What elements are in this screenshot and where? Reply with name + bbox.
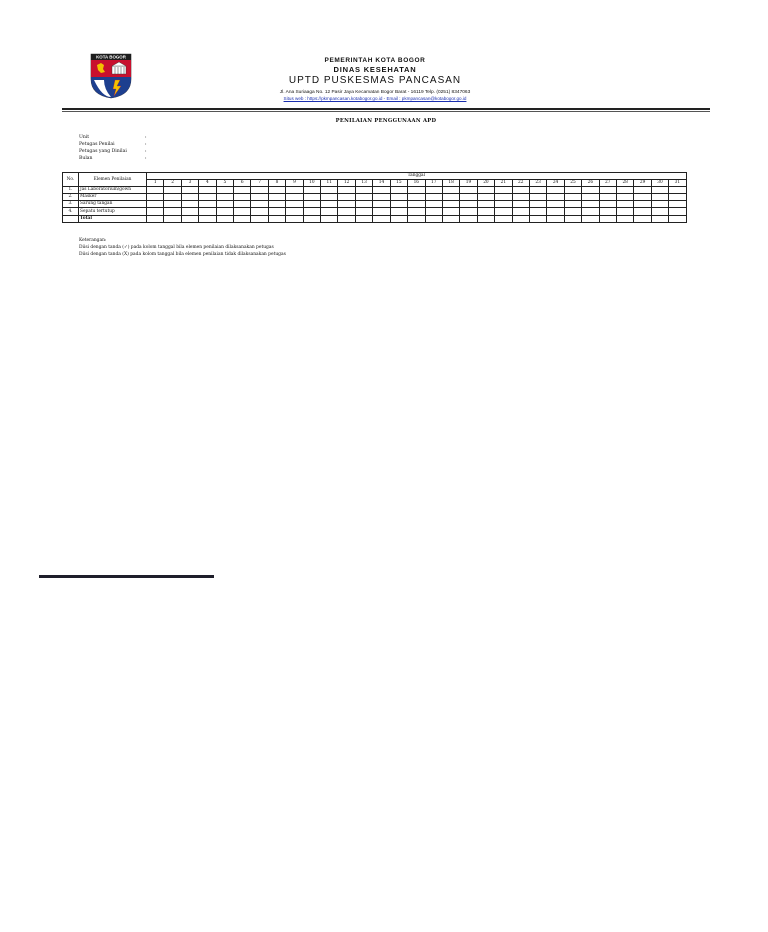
day-cell[interactable] [529,187,546,194]
letterhead-agency: DINAS KESEHATAN [333,65,417,74]
day-cell[interactable] [442,194,459,201]
footer-rule [39,575,214,578]
day-cell[interactable] [512,187,529,194]
day-cell[interactable] [303,215,320,222]
day-cell[interactable] [199,215,216,222]
field-label: Bulan [79,156,93,161]
day-cell[interactable] [408,208,425,215]
day-27: 27 [599,180,616,187]
day-cell[interactable] [338,208,355,215]
day-cell[interactable] [251,215,268,222]
notes-heading: Keterangan: [79,238,107,243]
day-cell[interactable] [286,215,303,222]
day-cell[interactable] [338,194,355,201]
day-cell[interactable] [338,215,355,222]
day-11: 11 [321,180,338,187]
day-cell[interactable] [355,187,372,194]
day-cell[interactable] [164,194,181,201]
day-cell[interactable] [599,201,616,208]
day-cell[interactable] [582,215,599,222]
day-cell[interactable] [147,194,164,201]
day-cell[interactable] [268,215,285,222]
day-cell[interactable] [564,201,581,208]
day-cell[interactable] [582,187,599,194]
letterhead-government: PEMERINTAH KOTA BOGOR [324,57,426,64]
day-cell[interactable] [651,215,668,222]
day-cell[interactable] [634,201,651,208]
day-20: 20 [477,180,494,187]
day-cell[interactable] [181,215,198,222]
day-cell[interactable] [512,194,529,201]
day-cell[interactable] [512,201,529,208]
day-cell[interactable] [442,201,459,208]
day-cell[interactable] [147,201,164,208]
day-cell[interactable] [564,187,581,194]
day-cell[interactable] [355,208,372,215]
day-15: 15 [390,180,407,187]
day-cell[interactable] [425,187,442,194]
day-cell[interactable] [181,187,198,194]
header-date: Tanggal [147,173,687,180]
day-cell[interactable] [669,194,686,201]
field-separator: : [145,135,147,140]
day-cell[interactable] [355,194,372,201]
day-cell[interactable] [164,201,181,208]
day-cell[interactable] [216,215,233,222]
day-22: 22 [512,180,529,187]
day-cell[interactable] [477,194,494,201]
day-cell[interactable] [547,194,564,201]
day-cell[interactable] [373,201,390,208]
day-cell[interactable] [547,201,564,208]
day-cell[interactable] [373,194,390,201]
day-cell[interactable] [338,201,355,208]
day-cell[interactable] [199,194,216,201]
day-cell[interactable] [460,201,477,208]
day-cell[interactable] [616,208,633,215]
letterhead [250,57,500,102]
day-cell[interactable] [582,194,599,201]
assessment-table [62,172,687,223]
day-cell[interactable] [651,194,668,201]
day-26: 26 [582,180,599,187]
header-element: Elemen Penilaian [79,173,147,187]
day-cell[interactable] [669,215,686,222]
day-cell[interactable] [425,201,442,208]
day-cell[interactable] [616,215,633,222]
day-cell[interactable] [408,194,425,201]
day-cell[interactable] [408,187,425,194]
day-cell[interactable] [616,187,633,194]
day-cell[interactable] [181,208,198,215]
day-4: 4 [199,180,216,187]
day-30: 30 [651,180,668,187]
day-cell[interactable] [251,201,268,208]
table-row [63,187,687,194]
day-cell[interactable] [669,187,686,194]
kota-bogor-crest-icon [90,53,132,99]
day-cell[interactable] [599,208,616,215]
row-element: Total [79,215,147,222]
day-23: 23 [529,180,546,187]
header-rule [62,108,710,110]
day-cell[interactable] [390,208,407,215]
day-cell[interactable] [234,187,251,194]
day-cell[interactable] [199,201,216,208]
day-cell[interactable] [651,187,668,194]
day-cell[interactable] [321,187,338,194]
day-cell[interactable] [373,187,390,194]
day-cell[interactable] [199,187,216,194]
table-row [63,208,687,215]
day-cell[interactable] [251,194,268,201]
day-cell[interactable] [651,208,668,215]
day-cell[interactable] [390,215,407,222]
header-rule-thin [62,111,710,112]
notes-line-check: Diisi dengan tanda (✓) pada kolom tanggal bila elemen penilaian dilaksanakan petugas [79,245,274,250]
day-header-row [63,180,687,187]
day-cell[interactable] [634,187,651,194]
day-cell[interactable] [408,201,425,208]
field-separator: : [145,142,147,147]
day-cell[interactable] [512,215,529,222]
day-cell[interactable] [164,208,181,215]
day-cell[interactable] [216,208,233,215]
day-13: 13 [355,180,372,187]
day-cell[interactable] [425,208,442,215]
day-10: 10 [303,180,320,187]
day-cell[interactable] [564,215,581,222]
day-cell[interactable] [234,194,251,201]
day-12: 12 [338,180,355,187]
day-cell[interactable] [460,215,477,222]
day-cell[interactable] [373,208,390,215]
day-cell[interactable] [460,187,477,194]
day-cell[interactable] [147,215,164,222]
field-separator: : [145,156,147,161]
day-cell[interactable] [442,187,459,194]
day-cell[interactable] [599,194,616,201]
letterhead-address: Jl. Ana Suriaaga No. 12 Pasir Jaya Kecamatan Bogor Barat - 16119 Telp. (0251) 8347063 [279,90,471,95]
day-cell[interactable] [634,194,651,201]
row-element: Jas Laboratorium/gown [79,187,147,194]
kota-bogor-logo [90,53,132,99]
day-cell[interactable] [373,215,390,222]
day-cell[interactable] [495,208,512,215]
day-cell[interactable] [599,187,616,194]
day-7: 7 [251,180,268,187]
row-number: 3. [63,201,79,208]
field-label: Unit [79,135,90,140]
day-cell[interactable] [634,208,651,215]
day-cell[interactable] [425,215,442,222]
day-18: 18 [442,180,459,187]
day-cell[interactable] [234,208,251,215]
day-25: 25 [564,180,581,187]
day-cell[interactable] [651,201,668,208]
day-19: 19 [460,180,477,187]
day-5: 5 [216,180,233,187]
row-number: 1. [63,187,79,194]
day-cell[interactable] [616,201,633,208]
day-3: 3 [181,180,198,187]
day-2: 2 [164,180,181,187]
day-cell[interactable] [251,187,268,194]
day-cell[interactable] [303,187,320,194]
row-number: 4. [63,208,79,215]
day-cell[interactable] [321,208,338,215]
day-cell[interactable] [390,201,407,208]
day-cell[interactable] [477,201,494,208]
notes [79,237,286,258]
day-cell[interactable] [321,215,338,222]
day-1: 1 [147,180,164,187]
day-14: 14 [373,180,390,187]
field-assessor [79,141,147,148]
day-cell[interactable] [408,215,425,222]
row-element: Sepatu tertutup [79,208,147,215]
day-cell[interactable] [460,208,477,215]
letterhead-website-link[interactable]: Situs web : https://pkmpancasan.kotabogor.go.id - Email : pkmpancasan@kotabogor.go.id [283,96,467,101]
day-cell[interactable] [268,208,285,215]
day-cell[interactable] [321,194,338,201]
notes-line-cross: Diisi dengan tanda (X) pada kolom tanggal bila elemen penilaian tidak dilaksanakan petugas [79,252,286,257]
day-cell[interactable] [338,187,355,194]
day-cell[interactable] [251,208,268,215]
day-cell[interactable] [477,208,494,215]
day-cell[interactable] [442,215,459,222]
day-cell[interactable] [303,208,320,215]
day-cell[interactable] [147,187,164,194]
day-cell[interactable] [582,208,599,215]
day-cell[interactable] [442,208,459,215]
day-cell[interactable] [634,215,651,222]
day-cell[interactable] [268,194,285,201]
day-cell[interactable] [564,194,581,201]
day-cell[interactable] [495,215,512,222]
day-cell[interactable] [582,201,599,208]
day-cell[interactable] [234,201,251,208]
day-cell[interactable] [425,194,442,201]
day-cell[interactable] [164,215,181,222]
day-cell[interactable] [547,187,564,194]
day-24: 24 [547,180,564,187]
row-element: Masker [79,194,147,201]
day-cell[interactable] [181,194,198,201]
day-cell[interactable] [303,201,320,208]
day-cell[interactable] [164,187,181,194]
header-no: No. [63,173,79,187]
day-cell[interactable] [564,208,581,215]
day-cell[interactable] [355,201,372,208]
day-cell[interactable] [286,201,303,208]
row-number: 2. [63,194,79,201]
day-21: 21 [495,180,512,187]
table-row [63,194,687,201]
day-cell[interactable] [529,194,546,201]
day-cell[interactable] [181,201,198,208]
day-cell[interactable] [199,208,216,215]
day-cell[interactable] [321,201,338,208]
day-16: 16 [408,180,425,187]
document-title: PENILAIAN PENGGUNAAN APD [335,118,437,124]
day-cell[interactable] [216,201,233,208]
row-element: Sarung tangan [79,201,147,208]
day-cell[interactable] [529,201,546,208]
table-header-row [63,173,687,180]
day-cell[interactable] [616,194,633,201]
day-cell[interactable] [268,187,285,194]
field-unit [79,134,147,141]
field-assessed-staff [79,148,147,155]
day-9: 9 [286,180,303,187]
field-month [79,155,147,162]
day-29: 29 [634,180,651,187]
day-cell[interactable] [599,215,616,222]
day-8: 8 [268,180,285,187]
day-cell[interactable] [390,187,407,194]
row-number [63,215,79,222]
day-17: 17 [425,180,442,187]
day-cell[interactable] [669,208,686,215]
day-cell[interactable] [495,201,512,208]
day-cell[interactable] [495,194,512,201]
day-cell[interactable] [390,194,407,201]
day-cell[interactable] [495,187,512,194]
table-row [63,201,687,208]
letterhead-unit: UPTD PUSKESMAS PANCASAN [288,75,462,86]
day-cell[interactable] [547,215,564,222]
day-cell[interactable] [268,201,285,208]
day-cell[interactable] [147,208,164,215]
day-cell[interactable] [286,208,303,215]
day-cell[interactable] [512,208,529,215]
form-fields [79,134,147,162]
logo-text: KOTA BOGOR [96,54,126,60]
day-cell[interactable] [669,201,686,208]
day-cell[interactable] [216,187,233,194]
day-cell[interactable] [234,215,251,222]
day-cell[interactable] [477,187,494,194]
day-cell[interactable] [216,194,233,201]
day-cell[interactable] [460,194,477,201]
day-cell[interactable] [303,194,320,201]
total-row [63,215,687,222]
field-label: Petugas Penilai [79,142,115,147]
day-28: 28 [616,180,633,187]
day-cell[interactable] [529,215,546,222]
day-cell[interactable] [355,215,372,222]
field-label: Petugas yang Dinilai [79,149,127,154]
day-cell[interactable] [529,208,546,215]
field-separator: : [145,149,147,154]
day-cell[interactable] [286,194,303,201]
day-cell[interactable] [286,187,303,194]
day-31: 31 [669,180,686,187]
day-cell[interactable] [477,215,494,222]
day-6: 6 [234,180,251,187]
day-cell[interactable] [547,208,564,215]
